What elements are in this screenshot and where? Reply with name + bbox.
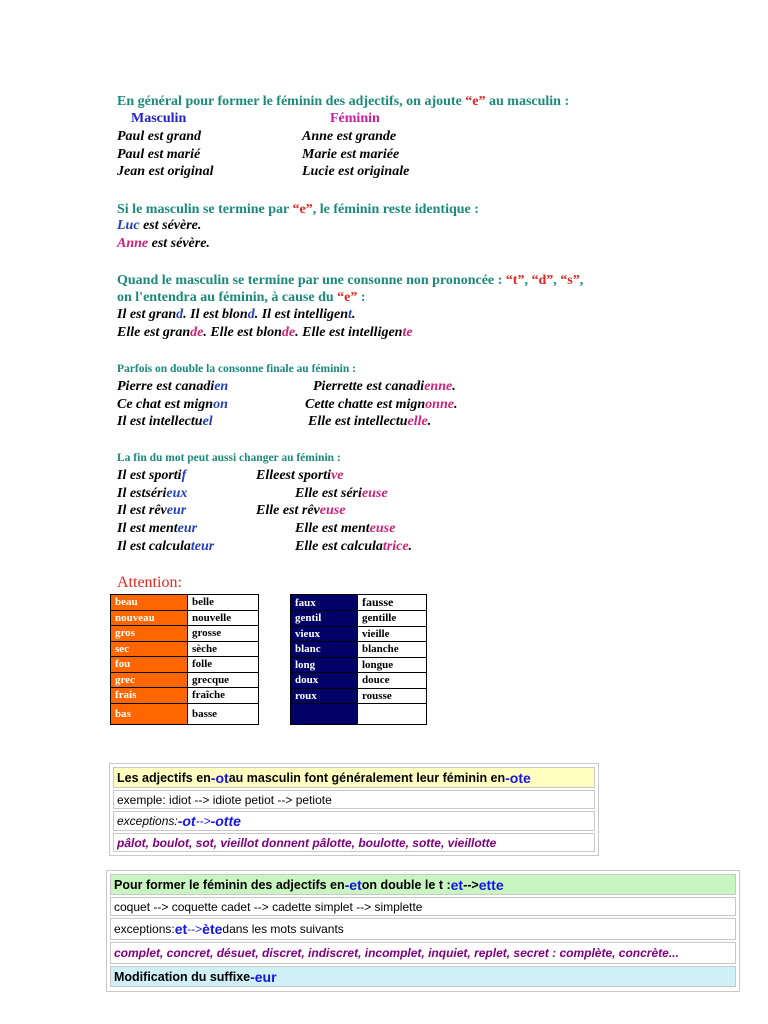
table-row	[111, 657, 259, 673]
table-cell: folle	[188, 657, 259, 673]
table-cell: vieille	[358, 626, 427, 642]
table-row	[111, 703, 259, 724]
consonant-title-2: on l'entendra au féminin, à cause du “e” :	[117, 290, 366, 305]
change-fem: Elle est sérieuse	[295, 486, 388, 501]
table-cell: fou	[111, 657, 188, 673]
et-header: Pour former le féminin des adjectifs en -et on double le t : et --> ette	[110, 874, 736, 895]
table-cell: douce	[358, 673, 427, 689]
change-masc: Il est sportif	[117, 468, 187, 483]
et-box	[106, 870, 740, 992]
change-fem: Elle est menteuse	[295, 521, 396, 536]
table-cell: gros	[111, 626, 188, 642]
feminin-header: Féminin	[330, 111, 380, 126]
table-cell: sèche	[188, 641, 259, 657]
attention-title: Attention:	[117, 574, 182, 591]
table-cell: grecque	[188, 672, 259, 688]
table-cell: faux	[291, 595, 358, 611]
table-row	[111, 595, 259, 611]
table-cell: grec	[111, 672, 188, 688]
table-cell: beau	[111, 595, 188, 611]
table-cell: roux	[291, 688, 358, 704]
table-row	[291, 595, 427, 611]
table-row	[111, 610, 259, 626]
table-cell: gentil	[291, 611, 358, 627]
table-cell: bas	[111, 703, 188, 724]
change-fem: Elleest sportive	[256, 468, 344, 483]
table-row	[291, 688, 427, 704]
example-fem: Anne est grande	[302, 129, 397, 144]
table-cell: fausse	[358, 595, 427, 611]
change-masc: Il est menteur	[117, 521, 198, 536]
table-cell: nouvelle	[188, 610, 259, 626]
table-cell: gentille	[358, 611, 427, 627]
change-fem: Elle est rêveuse	[256, 503, 346, 518]
table-cell: belle	[188, 595, 259, 611]
ot-header: Les adjectifs en -ot au masculin font généralement leur féminin en -ote	[113, 767, 595, 788]
double-fem: Elle est intellectuelle.	[308, 414, 432, 429]
adjective-table-2	[290, 594, 427, 725]
change-masc: Il est calculateur	[117, 539, 215, 554]
consonant-title: Quand le masculin se termine par une consonne non prononcée : “t”, “d”, “s”,	[117, 273, 584, 288]
double-masc: Pierre est canadien	[117, 379, 229, 394]
masculin-header: Masculin	[131, 111, 187, 126]
table-cell: grosse	[188, 626, 259, 642]
consonant-masc-examples: Il est grand. Il est blond. Il est intelligent.	[117, 307, 356, 322]
table-row	[291, 611, 427, 627]
table-row	[111, 641, 259, 657]
example-masc: Paul est marié	[117, 147, 201, 162]
consonant-fem-examples: Elle est grande. Elle est blonde. Elle est intelligente	[117, 325, 413, 340]
table-cell: frais	[111, 688, 188, 704]
ot-example: exemple: idiot --> idiote petiot --> petiote	[113, 790, 595, 809]
table-cell: long	[291, 657, 358, 673]
table-cell: nouveau	[111, 610, 188, 626]
et-exception-list: complet, concret, désuet, discret, indiscret, incomplet, inquiet, replet, secret : complète, concrète...	[110, 942, 736, 964]
suffix-eur-header: Modification du suffixe -eur	[110, 966, 736, 987]
table-row	[291, 657, 427, 673]
example-masc: Paul est grand	[117, 129, 202, 144]
example-fem: Lucie est originale	[302, 164, 410, 179]
table-row	[111, 672, 259, 688]
identical-title: Si le masculin se termine par “e”, le féminin reste identique :	[117, 202, 479, 217]
change-title: La fin du mot peut aussi changer au féminin :	[117, 452, 341, 464]
identical-example-1: Luc est sévère.	[117, 218, 202, 233]
et-example: coquet --> coquette cadet --> cadette simplet --> simplette	[110, 897, 736, 916]
table-cell: basse	[188, 703, 259, 724]
table-row	[291, 704, 427, 725]
table-cell: longue	[358, 657, 427, 673]
et-exceptions: exceptions: et --> ète dans les mots suivants	[110, 918, 736, 940]
double-masc: Ce chat est mignon	[117, 397, 228, 412]
table-cell	[291, 704, 358, 725]
table-cell: blanche	[358, 642, 427, 658]
table-cell: rousse	[358, 688, 427, 704]
double-masc: Il est intellectuel	[117, 414, 213, 429]
table-cell: doux	[291, 673, 358, 689]
change-fem: Elle est calculatrice.	[295, 539, 413, 554]
adjective-table-1	[110, 594, 259, 725]
double-title: Parfois on double la consonne finale au féminin :	[117, 363, 356, 375]
ot-exception-list: pâlot, boulot, sot, vieillot donnent pâlotte, boulotte, sotte, vieillotte	[113, 833, 595, 852]
table-row	[291, 642, 427, 658]
example-fem: Marie est mariée	[302, 147, 400, 162]
table-cell: vieux	[291, 626, 358, 642]
table-cell: blanc	[291, 642, 358, 658]
table-cell: sec	[111, 641, 188, 657]
example-masc: Jean est original	[117, 164, 214, 179]
table-row	[291, 673, 427, 689]
table-row	[111, 626, 259, 642]
table-cell: fraîche	[188, 688, 259, 704]
change-masc: Il estsérieux	[117, 486, 188, 501]
change-masc: Il est rêveur	[117, 503, 187, 518]
table-row	[111, 688, 259, 704]
intro-title: En général pour former le féminin des adjectifs, on ajoute “e” au masculin :	[117, 94, 570, 109]
double-fem: Cette chatte est mignonne.	[305, 397, 458, 412]
table-cell	[358, 704, 427, 725]
ot-exceptions: exceptions: -ot --> -otte	[113, 811, 595, 831]
double-fem: Pierrette est canadienne.	[313, 379, 456, 394]
table-row	[291, 626, 427, 642]
ot-box	[109, 763, 599, 856]
identical-example-2: Anne est sévère.	[117, 236, 210, 251]
